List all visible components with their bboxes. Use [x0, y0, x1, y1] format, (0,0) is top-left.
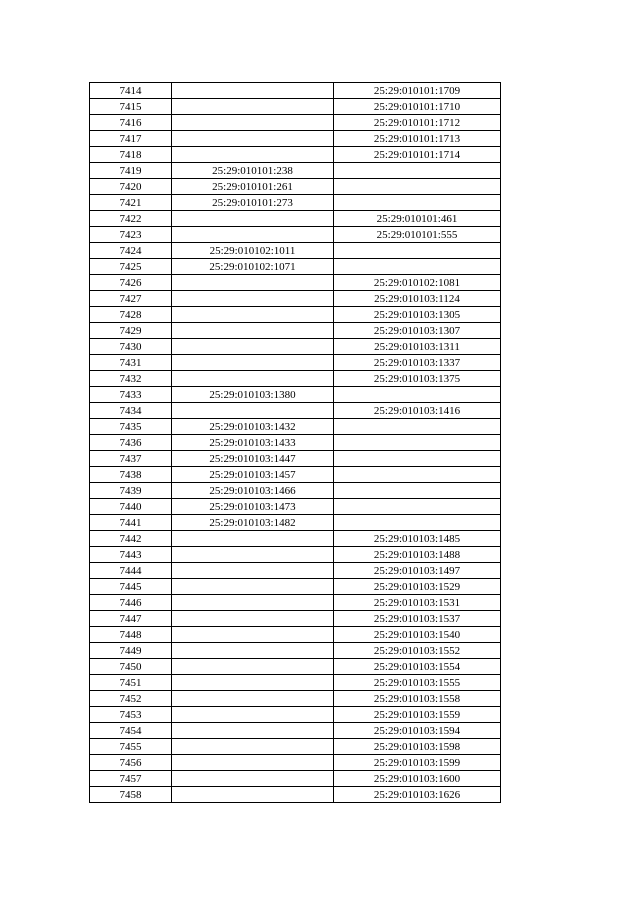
column-3-cell: 25:29:010103:1599 [334, 755, 501, 771]
row-number-cell: 7456 [90, 755, 172, 771]
row-number-cell: 7414 [90, 83, 172, 99]
column-3-cell: 25:29:010103:1337 [334, 355, 501, 371]
table-row [90, 451, 501, 467]
column-2-cell [172, 723, 334, 739]
column-2-cell [172, 355, 334, 371]
column-2-cell [172, 771, 334, 787]
column-2-cell [172, 531, 334, 547]
column-3-cell: 25:29:010103:1416 [334, 403, 501, 419]
table-row [90, 339, 501, 355]
column-3-cell [334, 515, 501, 531]
column-3-cell [334, 259, 501, 275]
table-row [90, 771, 501, 787]
table-row [90, 739, 501, 755]
table-row [90, 659, 501, 675]
column-3-cell: 25:29:010101:555 [334, 227, 501, 243]
row-number-cell: 7421 [90, 195, 172, 211]
column-3-cell [334, 435, 501, 451]
row-number-cell: 7430 [90, 339, 172, 355]
column-3-cell: 25:29:010103:1537 [334, 611, 501, 627]
column-3-cell: 25:29:010103:1485 [334, 531, 501, 547]
row-number-cell: 7458 [90, 787, 172, 803]
table-row [90, 435, 501, 451]
column-2-cell: 25:29:010101:261 [172, 179, 334, 195]
column-3-cell: 25:29:010103:1594 [334, 723, 501, 739]
table-row [90, 211, 501, 227]
row-number-cell: 7436 [90, 435, 172, 451]
column-2-cell [172, 403, 334, 419]
row-number-cell: 7447 [90, 611, 172, 627]
table-row [90, 355, 501, 371]
row-number-cell: 7450 [90, 659, 172, 675]
column-2-cell: 25:29:010103:1466 [172, 483, 334, 499]
column-2-cell: 25:29:010103:1447 [172, 451, 334, 467]
table-row [90, 275, 501, 291]
row-number-cell: 7445 [90, 579, 172, 595]
row-number-cell: 7446 [90, 595, 172, 611]
column-3-cell: 25:29:010103:1488 [334, 547, 501, 563]
column-3-cell: 25:29:010103:1497 [334, 563, 501, 579]
table-row [90, 579, 501, 595]
column-3-cell [334, 179, 501, 195]
table-row [90, 707, 501, 723]
row-number-cell: 7444 [90, 563, 172, 579]
column-2-cell [172, 659, 334, 675]
row-number-cell: 7419 [90, 163, 172, 179]
row-number-cell: 7415 [90, 99, 172, 115]
row-number-cell: 7437 [90, 451, 172, 467]
table-row [90, 147, 501, 163]
column-3-cell [334, 451, 501, 467]
table-row [90, 403, 501, 419]
row-number-cell: 7426 [90, 275, 172, 291]
column-3-cell: 25:29:010103:1311 [334, 339, 501, 355]
column-2-cell: 25:29:010101:238 [172, 163, 334, 179]
row-number-cell: 7443 [90, 547, 172, 563]
column-2-cell: 25:29:010103:1432 [172, 419, 334, 435]
row-number-cell: 7434 [90, 403, 172, 419]
column-2-cell [172, 83, 334, 99]
table-row [90, 99, 501, 115]
column-2-cell: 25:29:010101:273 [172, 195, 334, 211]
column-2-cell [172, 291, 334, 307]
column-2-cell [172, 691, 334, 707]
row-number-cell: 7454 [90, 723, 172, 739]
column-2-cell [172, 211, 334, 227]
column-2-cell: 25:29:010103:1433 [172, 435, 334, 451]
table-row [90, 179, 501, 195]
column-2-cell: 25:29:010103:1473 [172, 499, 334, 515]
column-3-cell: 25:29:010103:1307 [334, 323, 501, 339]
column-3-cell: 25:29:010103:1554 [334, 659, 501, 675]
column-3-cell: 25:29:010103:1375 [334, 371, 501, 387]
row-number-cell: 7424 [90, 243, 172, 259]
column-2-cell [172, 755, 334, 771]
column-2-cell: 25:29:010102:1011 [172, 243, 334, 259]
column-3-cell: 25:29:010103:1531 [334, 595, 501, 611]
column-3-cell: 25:29:010103:1598 [334, 739, 501, 755]
table-row [90, 195, 501, 211]
row-number-cell: 7440 [90, 499, 172, 515]
cadastral-number-table [89, 82, 501, 803]
row-number-cell: 7428 [90, 307, 172, 323]
row-number-cell: 7451 [90, 675, 172, 691]
table-row [90, 531, 501, 547]
table-row [90, 515, 501, 531]
column-3-cell: 25:29:010103:1559 [334, 707, 501, 723]
column-2-cell [172, 579, 334, 595]
column-3-cell: 25:29:010103:1529 [334, 579, 501, 595]
column-3-cell: 25:29:010102:1081 [334, 275, 501, 291]
row-number-cell: 7455 [90, 739, 172, 755]
table-row [90, 787, 501, 803]
column-2-cell: 25:29:010103:1380 [172, 387, 334, 403]
column-3-cell: 25:29:010101:1712 [334, 115, 501, 131]
row-number-cell: 7448 [90, 627, 172, 643]
column-2-cell [172, 547, 334, 563]
table-row [90, 595, 501, 611]
table-row [90, 675, 501, 691]
column-2-cell [172, 339, 334, 355]
column-3-cell: 25:29:010103:1552 [334, 643, 501, 659]
column-2-cell [172, 595, 334, 611]
column-3-cell: 25:29:010103:1555 [334, 675, 501, 691]
table-row [90, 131, 501, 147]
column-3-cell [334, 387, 501, 403]
table-row [90, 723, 501, 739]
column-3-cell: 25:29:010103:1540 [334, 627, 501, 643]
table-row [90, 259, 501, 275]
column-2-cell [172, 323, 334, 339]
row-number-cell: 7418 [90, 147, 172, 163]
column-2-cell [172, 99, 334, 115]
table-row [90, 627, 501, 643]
column-2-cell [172, 563, 334, 579]
column-3-cell [334, 243, 501, 259]
column-2-cell [172, 787, 334, 803]
row-number-cell: 7417 [90, 131, 172, 147]
row-number-cell: 7452 [90, 691, 172, 707]
column-2-cell [172, 275, 334, 291]
column-2-cell [172, 643, 334, 659]
table-row [90, 563, 501, 579]
column-3-cell [334, 499, 501, 515]
column-3-cell [334, 163, 501, 179]
table-row [90, 83, 501, 99]
row-number-cell: 7441 [90, 515, 172, 531]
column-2-cell [172, 611, 334, 627]
row-number-cell: 7457 [90, 771, 172, 787]
column-2-cell: 25:29:010102:1071 [172, 259, 334, 275]
row-number-cell: 7416 [90, 115, 172, 131]
row-number-cell: 7433 [90, 387, 172, 403]
column-3-cell [334, 195, 501, 211]
column-3-cell [334, 467, 501, 483]
column-2-cell [172, 131, 334, 147]
column-2-cell [172, 307, 334, 323]
row-number-cell: 7435 [90, 419, 172, 435]
table-row [90, 467, 501, 483]
table-row [90, 291, 501, 307]
table-row [90, 499, 501, 515]
table-row [90, 307, 501, 323]
column-3-cell: 25:29:010101:1713 [334, 131, 501, 147]
column-3-cell: 25:29:010101:461 [334, 211, 501, 227]
table-row [90, 547, 501, 563]
column-3-cell [334, 419, 501, 435]
table-row [90, 419, 501, 435]
table-row [90, 387, 501, 403]
column-3-cell: 25:29:010101:1710 [334, 99, 501, 115]
row-number-cell: 7423 [90, 227, 172, 243]
column-2-cell [172, 627, 334, 643]
row-number-cell: 7432 [90, 371, 172, 387]
table-row [90, 755, 501, 771]
column-3-cell: 25:29:010103:1305 [334, 307, 501, 323]
table-row [90, 323, 501, 339]
table-row [90, 643, 501, 659]
column-3-cell: 25:29:010101:1709 [334, 83, 501, 99]
column-3-cell: 25:29:010103:1600 [334, 771, 501, 787]
table-row [90, 227, 501, 243]
column-3-cell: 25:29:010103:1626 [334, 787, 501, 803]
row-number-cell: 7427 [90, 291, 172, 307]
row-number-cell: 7438 [90, 467, 172, 483]
row-number-cell: 7425 [90, 259, 172, 275]
row-number-cell: 7431 [90, 355, 172, 371]
row-number-cell: 7449 [90, 643, 172, 659]
column-3-cell: 25:29:010103:1558 [334, 691, 501, 707]
table-row [90, 163, 501, 179]
column-2-cell: 25:29:010103:1482 [172, 515, 334, 531]
column-2-cell [172, 739, 334, 755]
column-2-cell: 25:29:010103:1457 [172, 467, 334, 483]
table-body [90, 83, 501, 803]
column-2-cell [172, 227, 334, 243]
table-row [90, 483, 501, 499]
row-number-cell: 7420 [90, 179, 172, 195]
table-row [90, 371, 501, 387]
column-2-cell [172, 707, 334, 723]
column-2-cell [172, 115, 334, 131]
column-2-cell [172, 147, 334, 163]
column-2-cell [172, 675, 334, 691]
table-row [90, 243, 501, 259]
row-number-cell: 7453 [90, 707, 172, 723]
column-2-cell [172, 371, 334, 387]
table-row [90, 115, 501, 131]
table-row [90, 611, 501, 627]
column-3-cell: 25:29:010103:1124 [334, 291, 501, 307]
row-number-cell: 7422 [90, 211, 172, 227]
row-number-cell: 7429 [90, 323, 172, 339]
row-number-cell: 7439 [90, 483, 172, 499]
row-number-cell: 7442 [90, 531, 172, 547]
column-3-cell: 25:29:010101:1714 [334, 147, 501, 163]
table-row [90, 691, 501, 707]
column-3-cell [334, 483, 501, 499]
